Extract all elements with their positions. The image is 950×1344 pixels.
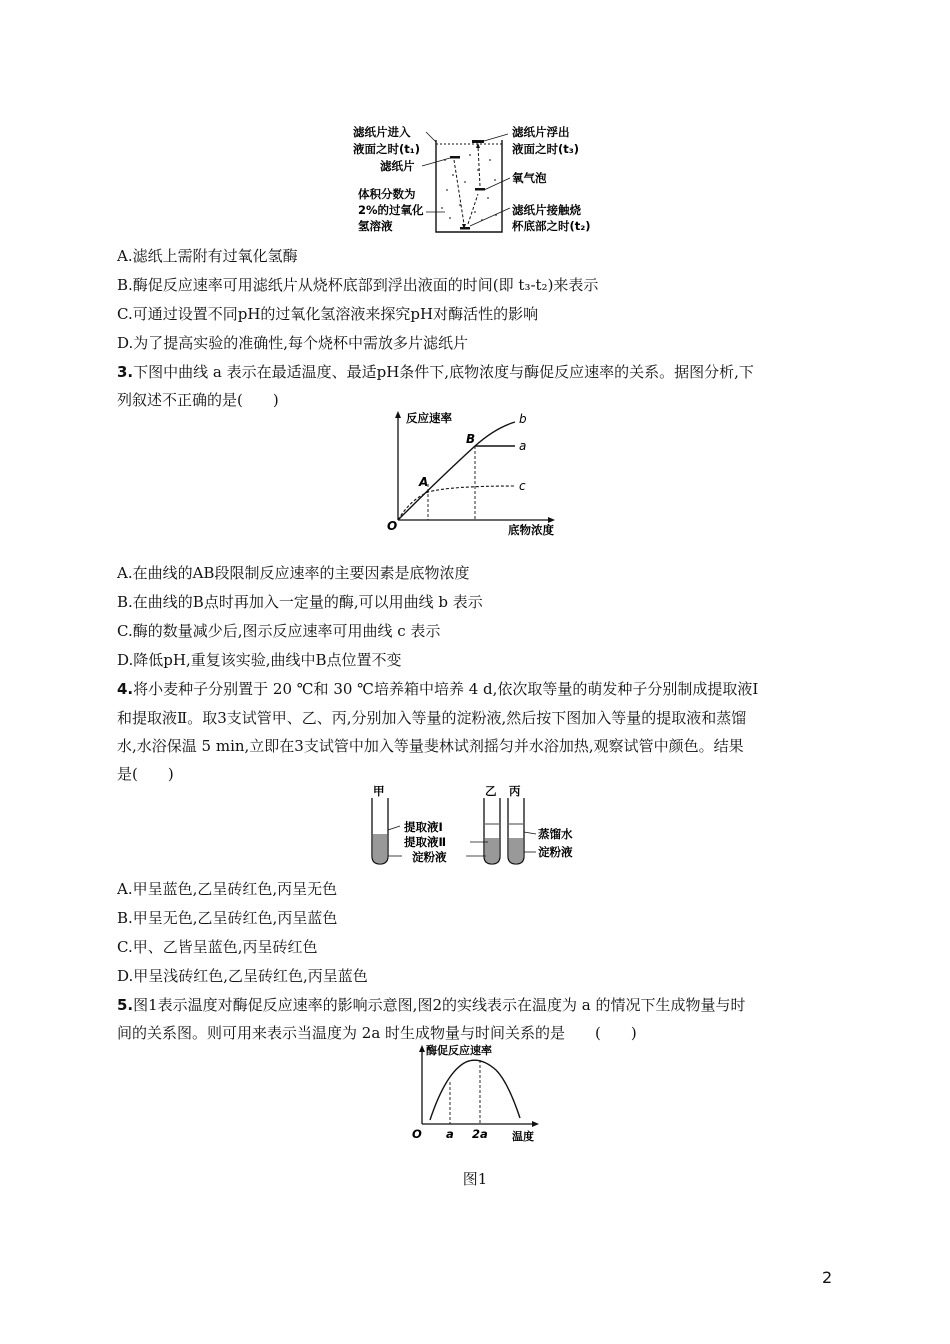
label-water: 蒸馏水: [538, 827, 573, 841]
paper-top-right: [472, 140, 484, 143]
paper-left: [450, 156, 460, 159]
q5-stem-line2: 间的关系图。则可用来表示当温度为 2a 时生成物量与时间关系的是 ( ): [117, 1024, 637, 1042]
q4-number: 4.: [117, 680, 134, 698]
temperature-rate-chart: [408, 1042, 548, 1146]
curve-b-line: [398, 422, 515, 520]
tube-yi-label: 乙: [485, 784, 497, 798]
fig1-origin: O: [412, 1127, 422, 1141]
label-float-2: 液面之时(t₃): [512, 142, 580, 156]
q4-option-d: D.甲呈浅砖红色,乙呈砖红色,丙呈蓝色: [117, 967, 368, 985]
q2-option-d: D.为了提高实验的准确性,每个烧杯中需放多片滤纸片: [117, 334, 469, 352]
page-number: 2: [822, 1268, 833, 1287]
paper-bottom: [460, 227, 470, 230]
q3-stem-line1: [117, 362, 754, 382]
fig1-tick-2a: 2a: [472, 1127, 488, 1141]
label-enter-2: 液面之时(t₁): [353, 142, 421, 156]
chart-origin: O: [387, 519, 398, 533]
q4-option-c: C.甲、乙皆呈蓝色,丙呈砖红色: [117, 938, 318, 956]
q4-stem-line2: 和提取液Ⅱ。取3支试管甲、乙、丙,分别加入等量的淀粉液,然后按下图加入等量的提取液和蒸馏: [117, 709, 747, 727]
label-extract1: 提取液Ⅰ: [404, 820, 443, 834]
fig1-ylabel: 酶促反应速率: [426, 1044, 492, 1057]
fig1-curve: [430, 1060, 520, 1120]
q5-stem-text1: 图1表示温度对酶促反应速率的影响示意图,图2的实线表示在温度为 a 的情况下生成物量与时: [133, 996, 746, 1014]
beaker-figure: [350, 120, 610, 238]
rate-vs-substrate-chart: [380, 408, 570, 540]
tube-bing-label: 丙: [509, 784, 521, 798]
q3-option-d: D.降低pH,重复该实验,曲线中B点位置不变: [117, 651, 402, 669]
label-enter-1: 滤纸片进入: [353, 125, 411, 139]
chart-point-b: B: [466, 432, 476, 446]
fig1-xlabel: 温度: [512, 1130, 534, 1143]
label-float-1: 滤纸片浮出: [512, 125, 570, 139]
label-bubble: 氧气泡: [512, 171, 547, 185]
q4-stem-line3: 水,水浴保温 5 min,立即在3支试管中加入等量斐林试剂摇匀并水浴加热,观察试管中颜色。结果: [117, 737, 744, 755]
label-extract2: 提取液Ⅱ: [404, 835, 447, 849]
fig1-tick-a: a: [446, 1127, 454, 1141]
q3-option-c: C.酶的数量减少后,图示反应速率可用曲线 c 表示: [117, 622, 441, 640]
chart-point-a: A: [419, 475, 429, 489]
label-touch-2: 杯底部之时(t₂): [512, 219, 591, 233]
q3-stem-text1: 下图中曲线 a 表示在最适温度、最适pH条件下,底物浓度与酶促反应速率的关系。据图分析,下: [133, 363, 754, 381]
q3-number: 3.: [117, 363, 134, 381]
fig1-caption: 图1: [462, 1170, 488, 1188]
q3-option-a: A.在曲线的AB段限制反应速率的主要因素是底物浓度: [117, 564, 470, 582]
q2-option-b: B.酶促反应速率可用滤纸片从烧杯底部到浮出液面的时间(即 t₃-t₂)来表示: [117, 276, 599, 294]
test-tubes-figure: [364, 784, 594, 870]
q2-option-c: C.可通过设置不同pH的过氧化氢溶液来探究pH对酶活性的影响: [117, 305, 539, 323]
q5-number: 5.: [117, 996, 134, 1014]
label-solution-1: 体积分数为: [358, 187, 416, 201]
q4-stem-line4: 是( ): [117, 765, 174, 783]
q4-option-a: A.甲呈蓝色,乙呈砖红色,丙呈无色: [117, 880, 338, 898]
q2-option-a: A.滤纸上需附有过氧化氢酶: [117, 247, 298, 265]
chart-xlabel: 底物浓度: [508, 523, 554, 537]
label-starch-right: 淀粉液: [538, 845, 573, 859]
q4-stem-text1: 将小麦种子分别置于 20 ℃和 30 ℃培养箱中培养 4 d,依次取等量的萌发种子分别制成提取液Ⅰ: [133, 680, 759, 698]
label-paper: 滤纸片: [380, 159, 415, 173]
chart-curve-c-label: c: [519, 479, 526, 493]
q5-stem-line1: [117, 995, 745, 1015]
chart-curve-a-label: a: [519, 439, 527, 453]
label-touch-1: 滤纸片接触烧: [512, 203, 581, 217]
tube-jia-label: 甲: [373, 784, 385, 798]
label-solution-3: 氢溶液: [358, 219, 393, 233]
q3-option-b: B.在曲线的B点时再加入一定量的酶,可以用曲线 b 表示: [117, 593, 483, 611]
q4-stem-line1: [117, 679, 758, 699]
label-solution-2: 2%的过氧化: [358, 203, 424, 217]
q4-option-b: B.甲呈无色,乙呈砖红色,丙呈蓝色: [117, 909, 338, 927]
paper-mid: [475, 188, 485, 191]
q3-stem-line2: 列叙述不正确的是( ): [117, 391, 279, 409]
chart-ylabel: 反应速率: [406, 411, 452, 425]
label-starch-left: 淀粉液: [412, 850, 447, 864]
chart-curve-b-label: b: [519, 412, 527, 426]
